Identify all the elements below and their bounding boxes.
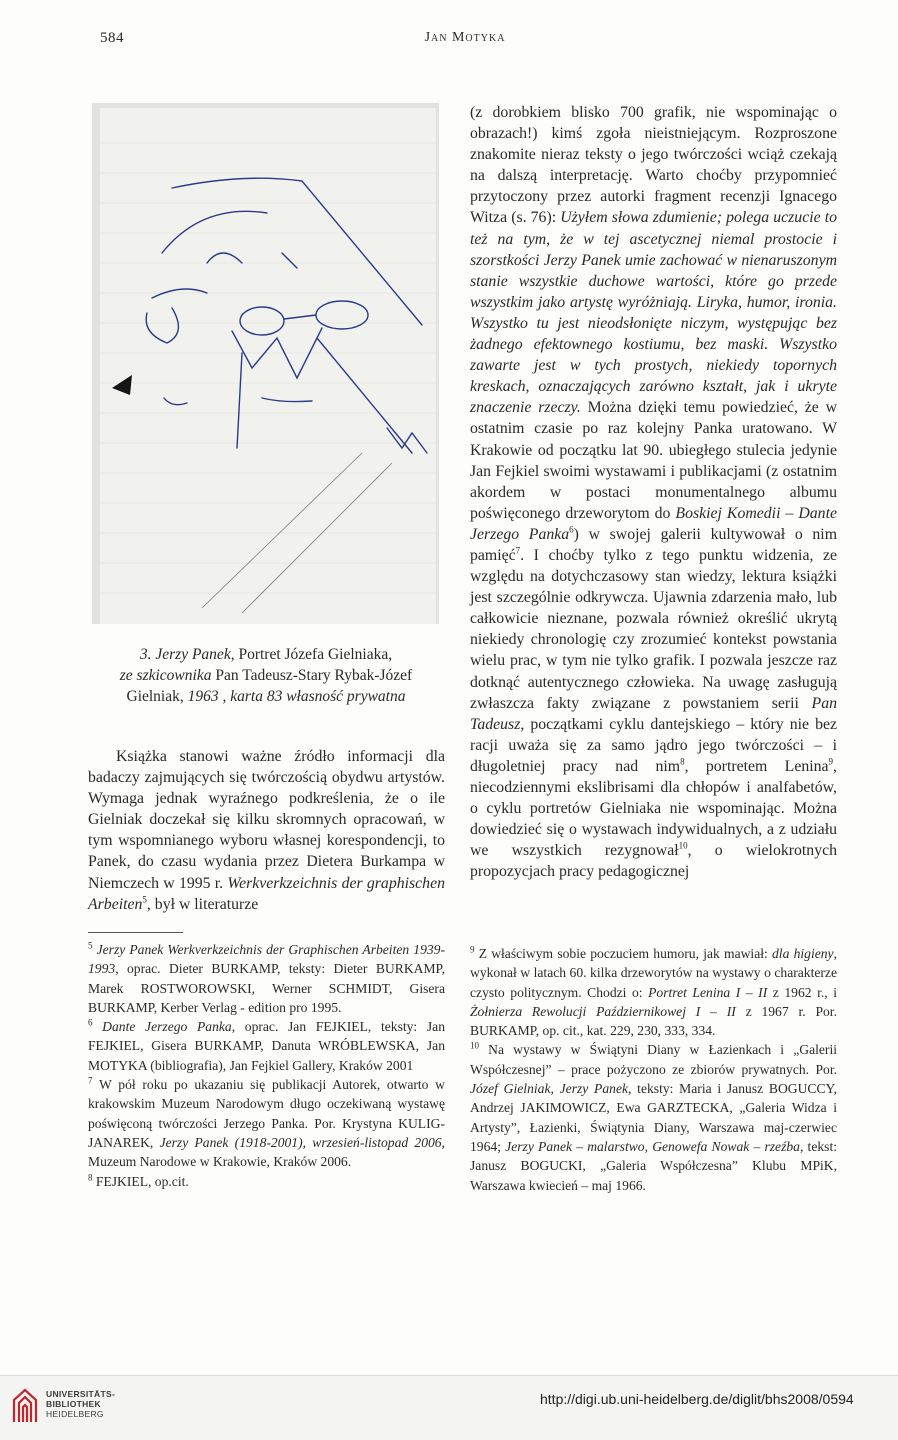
footnotes-left	[88, 940, 445, 1191]
body-text-left	[88, 746, 445, 915]
body-text: . I choćby tylko z tego punktu widzenia, ze względu na dotychczasowy stan wiedzy, lektura książki jest szczególnie odkrywcza. Ujawnia zdarzenia mało, lub całkowicie nieznane, pozwala również określić ukrytą niekiedy chronologię czy zrozumieć kontekst powstania wielu prac, w tym nie tylko grafik. I pozwala jeszcze raz dotknąć autentycznego człowieka. Na uwagę zasługują zwłaszcza fakty związane z powstaniem serii	[470, 546, 837, 712]
caption-series: Pan Tadeusz-Stary Rybak-Józef	[211, 667, 413, 684]
caption-source: ze szkicownika	[119, 667, 212, 684]
body-text: , niecodziennymi ekslibrisami dla chłopów i analfabetów, o cyklu portretów Gielniaka nie wspominając. Można dowiedzieć się o wystawach indywidualnych, a z udziału we wszystkich rezygnował	[470, 757, 837, 860]
quotation: Użyłem słowa zdumienie; polega uczucie to też na tym, że w tej ascetycznej niemal prostocie i szorstkości Jerzy Panek umie zachować w nienaruszonym stanie wszystkie duchowe wartości, które go przede wszystkim jako artystę wyróżniają. Liryka, humor, ironia. Wszystko tu jest nieodsłonięte niczym, występując bez żadnego efektownego kostiumu, bez maski. Wszystko zawarte jest w tych prostych, niekiedy topornych kreskach, oznaczających zarówno kształt, jak i ukryte znaczenie rzeczy.	[470, 209, 838, 417]
footnote-9: $^9$ Z właściwym sobie poczuciem humoru, jak mawiał: dla higieny, wykonał w latach 60. kilka drzeworytów na wystawy o charakterze czysto politycznym. Chodzi o: Portret Lenina I – II z 1962 r., i Żołnierza Rewolucji Październikowej I – II z 1967 r. Por. BURKAMP, op. cit., kat. 229, 230, 333, 334.	[470, 944, 837, 1039]
figure-caption	[88, 644, 444, 707]
footnote-ref-8: 8	[680, 756, 685, 767]
body-text: Można dzięki temu powiedzieć, że w ostatnim czasie po raz kolejny Panka uratowano. W Krakowie od początku lat 90. ubiegłego stulecia jedynie Jan Fejkiel swoimi wystawami i publikacjami (z ostatnim akordem w postaci monumentalnego albumu poświęconego drzeworytom do	[470, 399, 837, 522]
body-text: (z dorobkiem blisko 700 grafik, nie wspominając o obrazach!) kimś zgoła nieistniejącym. Rozproszone znakomite nieraz teksty o jego twórczości wciąż czekają na dalszą interpretację. Warto choćby przypomnieć przytoczony przez autorki fragment recenzji Ignacego Witza (s. 76):	[470, 104, 837, 227]
footnote-8: $^8$ FEJKIEL, op.cit.	[88, 1172, 189, 1189]
body-text: , portretem Lenina	[684, 757, 829, 775]
footnote-ref-10: 10	[678, 841, 688, 852]
viewer-footer	[0, 1375, 898, 1440]
caption-subject: Gielniak,	[126, 688, 188, 705]
page-number: 584	[100, 30, 124, 46]
library-name[interactable]: UNIVERSITÄTS- BIBLIOTHEK HEIDELBERG	[46, 1389, 116, 1419]
caption-date: 1963 , karta 83 własność prywatna	[187, 688, 406, 705]
running-title: Jan Motyka	[424, 30, 506, 45]
footnote-ref-6: 6	[569, 524, 574, 535]
caption-title: Portret Józefa Gielniaka,	[234, 646, 393, 663]
footnote-10: $^{10}$ Na wystawy w Świątyni Diany w Łazienkach i „Galerii Współczesnej” – prace pożyczono ze zbiorów prywatnych. Por. Józef Gielniak, Jerzy Panek, teksty: Maria i Janusz BOGUCCY, Andrzej JAKIMOWICZ, Ewa GARZTECKA, „Galeria Widza i Artysty”, Łazienki, Świątynia Diany, Warszawa maj-czerwiec 1964; Jerzy Panek – malarstwo, Genowefa Nowak – rzeźba, tekst: Janusz BOGUCKI, „Galeria Współczesna” Klubu MPiK, Warszawa kwiecień – maj 1966.	[470, 1040, 838, 1193]
figure-sketch-portrait	[92, 103, 439, 624]
body-italic: Werkverkzeichnis der graphischen Arbeiten	[88, 874, 445, 913]
body-text: ) w swojej galerii kultywował o nim pamięć	[470, 525, 837, 564]
body-paragraph: Książka stanowi ważne źródło informacji dla badaczy zajmujących się twórczością obydwu artystów. Wymaga jednak wyraźnego podkreślenia, że o ile Gielniak doczekał się kilku skromnych opracowań, w tym wspomnianego wyboru własnej korespondencji, to Panek, do czasu wydania przez Dietera Burkampa w Niemczech w 1995 r.	[88, 748, 445, 892]
body-text-right	[470, 102, 837, 882]
footnote-ref-7: 7	[515, 545, 521, 556]
footnotes-right	[470, 944, 837, 1195]
document-url-link[interactable]: http://digi.ub.uni-heidelberg.de/diglit/bhs2008/0594	[540, 1391, 854, 1407]
body-text: , początkami cyklu dantejskiego – który nie bez racji uważa się za samo jądro jego twórczości – i długoletniej pracy nad nim	[470, 715, 837, 775]
book-title: Boskiej Komedii – Dante Jerzego Panka	[470, 504, 837, 543]
footnote-rule	[88, 932, 183, 933]
footnote-6: $^6$ Dante Jerzego Panka, oprac. Jan FEJKIEL, teksty: Jan FEJKIEL, Gisera BURKAMP, Danuta WRÓBLEWSKA, Jan MOTYKA (bibliografia), Jan Fejkiel Gallery, Kraków 2001	[88, 1017, 445, 1073]
footnote-ref-9: 9	[828, 756, 834, 767]
heidelberg-library-logo[interactable]	[10, 1386, 40, 1426]
body-paragraph-end: , był w literaturze	[146, 895, 259, 913]
footnote-7: $^7$ W pół roku po ukazaniu się publikacji Autorek, otwarto w krakowskim Muzeum Narodowym długo oczekiwaną wystawę poświęconą twórczości Jerzego Panka. Por. Krystyna KULIG-JANAREK, Jerzy Panek (1918-2001), wrzesień-listopad 2006, Muzeum Narodowe w Krakowie, Kraków 2006.	[88, 1075, 445, 1170]
footnote-ref-5: 5	[142, 894, 147, 905]
footnote-5: $^5$ Jerzy Panek Werkverkzeichnis der Graphischen Arbeiten 1939-1993, oprac. Dieter BURKAMP, teksty: Dieter BURKAMP, Marek ROSTWOROWSKI, Werner SCHMIDT, Gisera BURKAMP, Kerber Verlag - edition pro 1995.	[88, 940, 445, 1015]
running-head	[0, 30, 898, 50]
body-text: , o wielokrotnych propozycjach pracy pedagogicznej	[470, 842, 838, 881]
series-title: Pan Tadeusz	[470, 694, 837, 733]
caption-author: 3. Jerzy Panek,	[139, 646, 235, 663]
